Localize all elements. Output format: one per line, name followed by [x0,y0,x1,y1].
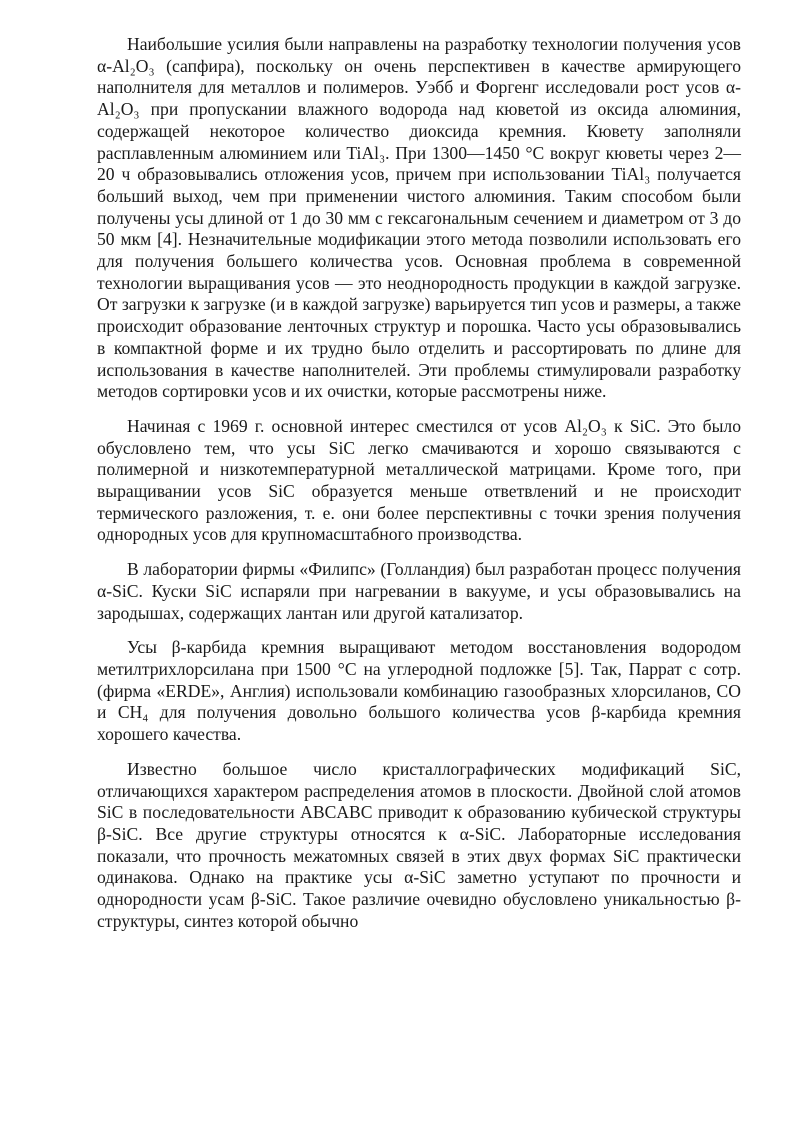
paragraph-sic-interest: Начиная с 1969 г. основной интерес сместился от усов Al₂O₃ к SiC. Это было обусловлено тем, что усы SiC легко смачиваются и хорошо связываются с полимерной и низкотемпературной металлической матрицами. Кроме того, при выращивании усов SiC образуется меньше ответвлений и не происходит термического разложения, т. е. они более перспективны с точки зрения получения однородных усов для крупномасштабного производства. [97,415,741,545]
paragraph-philips-alpha-sic: В лаборатории фирмы «Филипс» (Голландия) был разработан процесс получения α-SiC. Куски SiC испаряли при нагревании в вакууме, и усы образовывались на зародышах, содержащих лантан или другой катализатор. [97,559,741,623]
document-page [97,34,741,932]
paragraph-alumina-whiskers: Наибольшие усилия были направлены на разработку технологии получения усов α-Al₂O₃ (сапфира), поскольку он очень перспективен в качестве армирующего наполнителя для металлов и полимеров. Уэбб и Форгенг исследовали рост усов α-Al₂O₃ при пропускании влажного водорода над кюветой из оксида алюминия, содержащей некоторое количество диоксида кремния. Кювету заполняли расплавленным алюминием или TiAl₃. При 1300—1450 °С вокруг кюветы через 2—20 ч образовывались отложения усов, причем при использовании TiAl₃ получается больший выход, чем при применении чистого алюминия. Таким способом были получены усы длиной от 1 до 30 мм с гексагональным сечением и диаметром от 3 до 50 мкм [4]. Незначительные модификации этого метода позволили использовать его для получения большего количества усов. Основная проблема в современной технологии выращивания усов — это неоднородность продукции в каждой загрузке. От загрузки к загрузке (и в каждой загрузке) варьируется тип усов и размеры, а также происходит образование ленточных структур и порошка. Часто усы образовывались в компактной форме и их трудно было отделить и рассортировать по длине для использования в качестве наполнителей. Эти проблемы стимулировали разработку методов сортировки усов и их очистки, которые рассмотрены ниже. [97,34,741,402]
paragraph-beta-sic-growth: Усы β-карбида кремния выращивают методом восстановления водородом метилтрихлорсилана при 1500 °С на углеродной подложке [5]. Так, Паррат с сотр. (фирма «ERDE», Англия) использовали комбинацию газообразных хлорсиланов, CO и CH₄ для получения довольно большого количества усов β-карбида кремния хорошего качества. [97,637,741,745]
paragraph-sic-modifications: Известно большое число кристаллографических модификаций SiC, отличающихся характером распределения атомов в плоскости. Двойной слой атомов SiC в последовательности ABCABC приводит к образованию кубической структуры β-SiC. Все другие структуры относятся к α-SiC. Лабораторные исследования показали, что прочность межатомных связей в этих двух формах SiC практически одинакова. Однако на практике усы α-SiC заметно уступают по прочности и однородности усам β-SiC. Такое различие очевидно обусловлено уникальностью β-структуры, синтез которой обычно [97,758,741,931]
